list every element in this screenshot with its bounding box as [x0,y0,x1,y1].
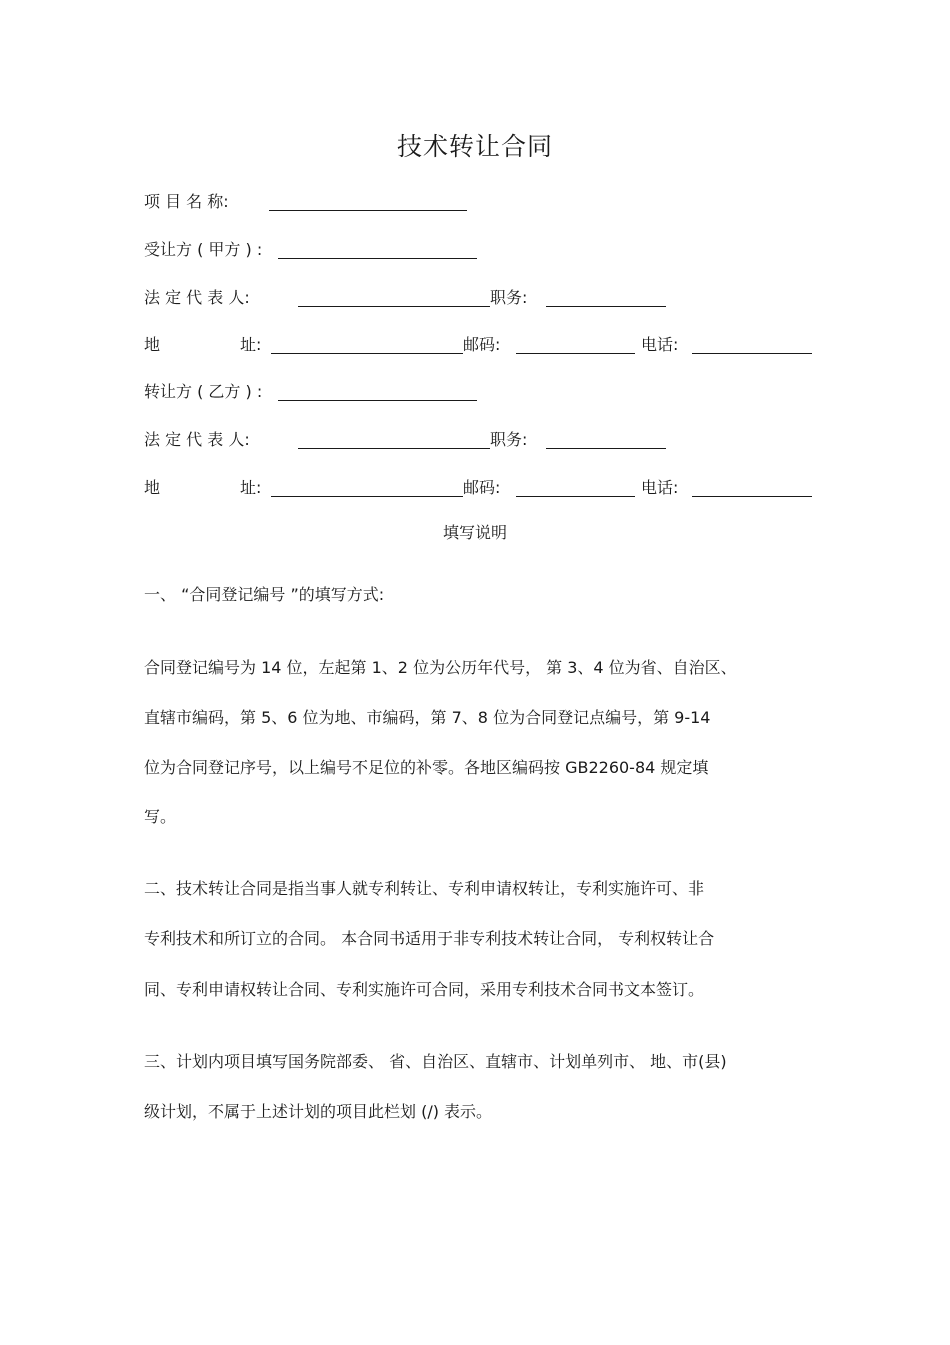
project-name-row [144,190,844,214]
rep-b-label: 法 定 代 表 人: [144,430,250,449]
section2-line: 同、专利申请权转让合同、专利实施许可合同，采用专利技术合同书文本签订。 [144,980,705,999]
assignee-blank[interactable] [278,238,477,259]
rep-a-blank[interactable] [298,286,490,307]
postcode-b-label: 邮码: [463,478,501,497]
rep-b-row [144,428,844,452]
section3-line: 三、计划内项目填写国务院部委、 省、自治区、直辖市、计划单列市、 地、市(县) [144,1052,727,1071]
phone-a-label: 电话: [641,335,679,354]
section1-line: 直辖市编码，第 5、6 位为地、市编码，第 7、8 位为合同登记点编号，第 9-14 [144,708,711,727]
postcode-b-blank[interactable] [516,476,635,497]
section2-line: 二、技术转让合同是指当事人就专利转让、专利申请权转让，专利实施许可、非 [144,879,705,898]
assignee-row [144,238,844,262]
section1-line: 写。 [144,807,177,826]
page-title: 技术转让合同 [396,132,553,161]
rep-b-blank[interactable] [298,428,490,449]
rep-a-label: 法 定 代 表 人: [144,288,250,307]
project-name-blank[interactable] [269,190,467,211]
address-a-row [144,333,844,357]
position-a-label: 职务: [490,288,528,307]
instructions-heading: 填写说明 [442,523,507,542]
section3-line: 级计划，不属于上述计划的项目此栏划 (/) 表示。 [144,1102,493,1121]
section2-line: 专利技术和所订立的合同。 本合同书适用于非专利技术转让合同， 专利权转让合 [144,929,715,948]
postcode-a-blank[interactable] [516,333,635,354]
assignor-blank[interactable] [278,380,477,401]
phone-b-blank[interactable] [692,476,812,497]
phone-b-label: 电话: [641,478,679,497]
position-b-blank[interactable] [546,428,666,449]
address-a-label-1: 地 [144,335,161,354]
assignee-label: 受让方 ( 甲方 ) : [144,240,263,259]
address-b-label-2: 址: [240,478,262,497]
rep-a-row [144,286,844,310]
section1-line: 合同登记编号为 14 位，左起第 1、2 位为公历年代号， 第 3、4 位为省、自治区、 [144,658,737,677]
section1-heading: 一、 “合同登记编号 ”的填写方式: [144,585,385,604]
phone-a-blank[interactable] [692,333,812,354]
assignor-label: 转让方 ( 乙方 ) : [144,382,263,401]
position-a-blank[interactable] [546,286,666,307]
address-a-blank[interactable] [271,333,463,354]
address-b-label-1: 地 [144,478,161,497]
assignor-row [144,380,844,404]
postcode-a-label: 邮码: [463,335,501,354]
address-b-row [144,476,844,500]
address-a-label-2: 址: [240,335,262,354]
position-b-label: 职务: [490,430,528,449]
address-b-blank[interactable] [271,476,463,497]
section1-line: 位为合同登记序号，以上编号不足位的补零。各地区编码按 GB2260-84 规定填 [144,758,709,777]
project-name-label: 项 目 名 称: [144,192,229,211]
